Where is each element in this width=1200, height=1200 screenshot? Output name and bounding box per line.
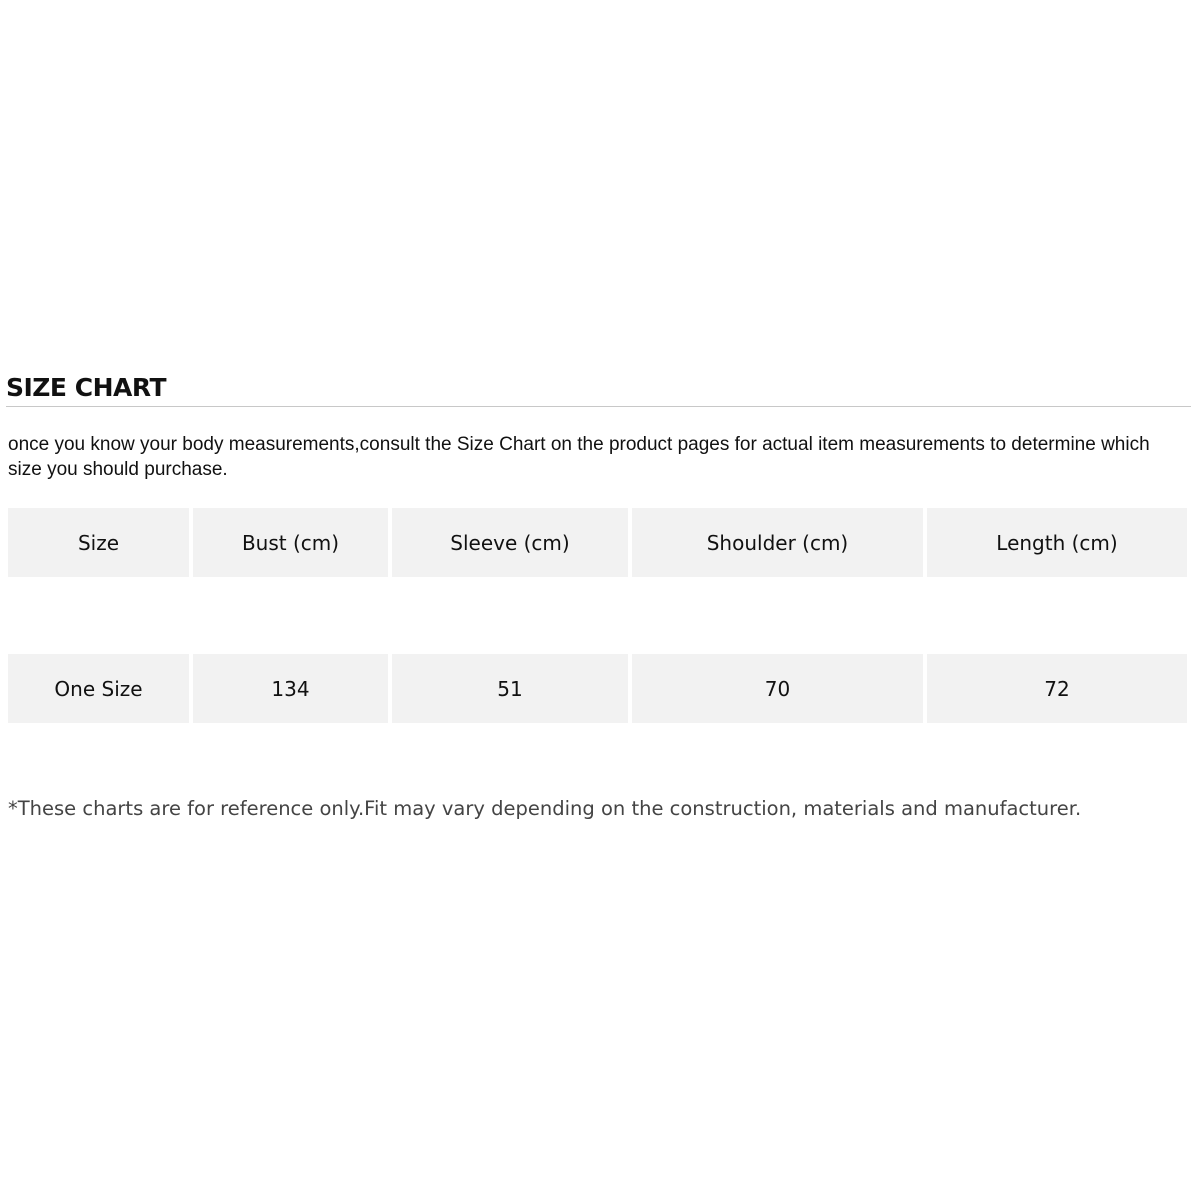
title-divider (6, 406, 1191, 407)
cell-bust: 134 (193, 654, 388, 723)
cell-length: 72 (927, 654, 1187, 723)
header-cell-length: Length (cm) (927, 508, 1187, 577)
table-header-row (8, 508, 1188, 577)
header-cell-bust: Bust (cm) (193, 508, 388, 577)
header-cell-sleeve: Sleeve (cm) (392, 508, 628, 577)
intro-text: once you know your body measurements,consult the Size Chart on the product pages for actual item measurements to determine which size you should purchase. (8, 434, 1150, 480)
header-cell-size: Size (8, 508, 189, 577)
page-title: SIZE CHART (6, 373, 167, 402)
cell-sleeve: 51 (392, 654, 628, 723)
cell-size: One Size (8, 654, 189, 723)
disclaimer-note: *These charts are for reference only.Fit may vary depending on the construction, materials and manufacturer. (8, 797, 1082, 820)
cell-shoulder: 70 (632, 654, 923, 723)
table-row (8, 654, 1188, 723)
header-cell-shoulder: Shoulder (cm) (632, 508, 923, 577)
